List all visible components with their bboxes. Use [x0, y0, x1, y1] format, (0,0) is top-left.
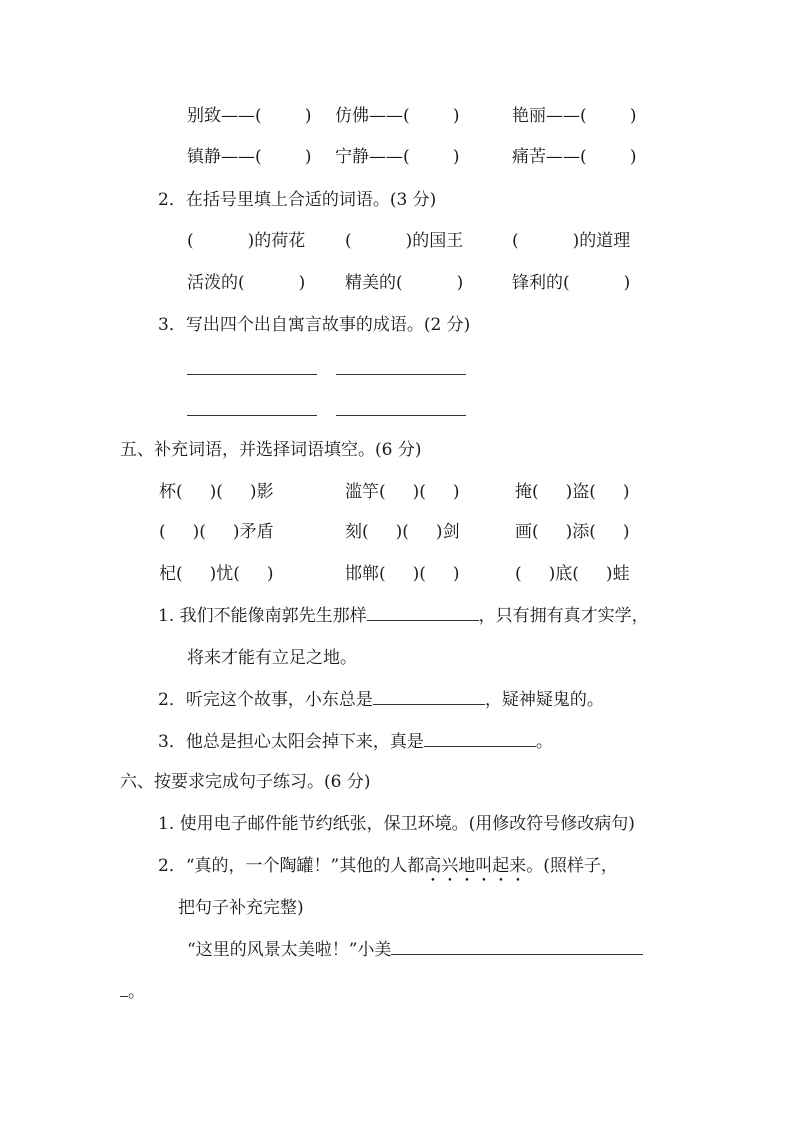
fill-item: 精美的( ): [345, 273, 464, 293]
synonym-item: 镇静——( ): [187, 147, 312, 167]
answer-blank[interactable]: [120, 982, 128, 997]
idiom-item: 杞( )忧( ): [159, 564, 274, 584]
sentence-text: ，疑神疑鬼的。: [484, 690, 604, 710]
idiom-item: 滥竽( )( ): [345, 482, 460, 502]
sentence-text: 3．他总是担心太阳会掉下来，真是: [158, 732, 424, 752]
q6-sentence-1: 1. 使用电子邮件能节约纸张，保卫环境。(用修改符号修改病句): [158, 814, 635, 834]
answer-blank[interactable]: [367, 606, 479, 621]
sentence-text: 。: [535, 732, 553, 752]
synonym-item: 宁静——( ): [335, 147, 460, 167]
fill-item: ( )的荷花: [187, 231, 306, 251]
sentence-text: ，只有拥有真才实学，: [478, 606, 649, 626]
sentence-text: 。(照样子，: [526, 856, 618, 876]
q5-sentence-3: [158, 731, 553, 753]
sentence-text: 2．听完这个故事，小东总是: [158, 690, 373, 710]
synonym-item: 痛苦——( ): [512, 147, 637, 167]
section-6-title: 六、按要求完成句子练习。(6 分): [120, 772, 371, 792]
idiom-item: ( )( )矛盾: [159, 522, 274, 542]
q4-item2-title: 2．在括号里填上合适的词语。(3 分): [158, 190, 437, 210]
synonym-item: 仿佛——( ): [335, 106, 460, 126]
q5-sentence-1: [158, 605, 649, 627]
q6-example-end: [120, 981, 145, 1003]
period: 。: [128, 982, 145, 1002]
answer-blank[interactable]: [391, 940, 643, 955]
q6-sentence-2-cont: 把句子补充完整): [178, 898, 304, 918]
synonym-item: 别致——( ): [187, 106, 312, 126]
idiom-item: 画( )添( ): [515, 522, 630, 542]
q4-item3-title: 3．写出四个出自寓言故事的成语。(2 分): [158, 315, 471, 335]
q5-sentence-2: [158, 689, 604, 711]
q5-sentence-1-cont: 将来才能有立足之地。: [187, 648, 357, 668]
fill-item: 锋利的( ): [512, 273, 631, 293]
idiom-item: 杯( )( )影: [159, 482, 274, 502]
q6-example: [187, 939, 643, 961]
answer-blank[interactable]: [424, 732, 536, 747]
answer-line[interactable]: [187, 401, 317, 416]
idiom-item: 邯郸( )( ): [345, 564, 460, 584]
fill-item: ( )的国王: [345, 231, 464, 251]
section-5-title: 五、补充词语，并选择词语填空。(6 分): [120, 440, 422, 460]
answer-line[interactable]: [187, 360, 317, 375]
sentence-text: 1. 我们不能像南郭先生那样: [158, 606, 367, 626]
emphasized-text: 高兴地叫起来: [424, 856, 527, 876]
fill-item: ( )的道理: [512, 231, 631, 251]
idiom-item: 掩( )盗( ): [515, 482, 630, 502]
synonym-item: 艳丽——( ): [512, 106, 637, 126]
fill-item: 活泼的( ): [187, 273, 306, 293]
sentence-text: 2．“真的，一个陶罐！”其他的人都: [158, 856, 425, 876]
example-text: “这里的风景太美啦！”小美: [187, 940, 392, 960]
answer-line[interactable]: [336, 401, 466, 416]
idiom-item: 刻( )( )剑: [345, 522, 460, 542]
idiom-item: ( )底( )蛙: [515, 564, 630, 584]
answer-blank[interactable]: [373, 690, 485, 705]
answer-line[interactable]: [336, 360, 466, 375]
q6-sentence-2: [158, 855, 618, 886]
